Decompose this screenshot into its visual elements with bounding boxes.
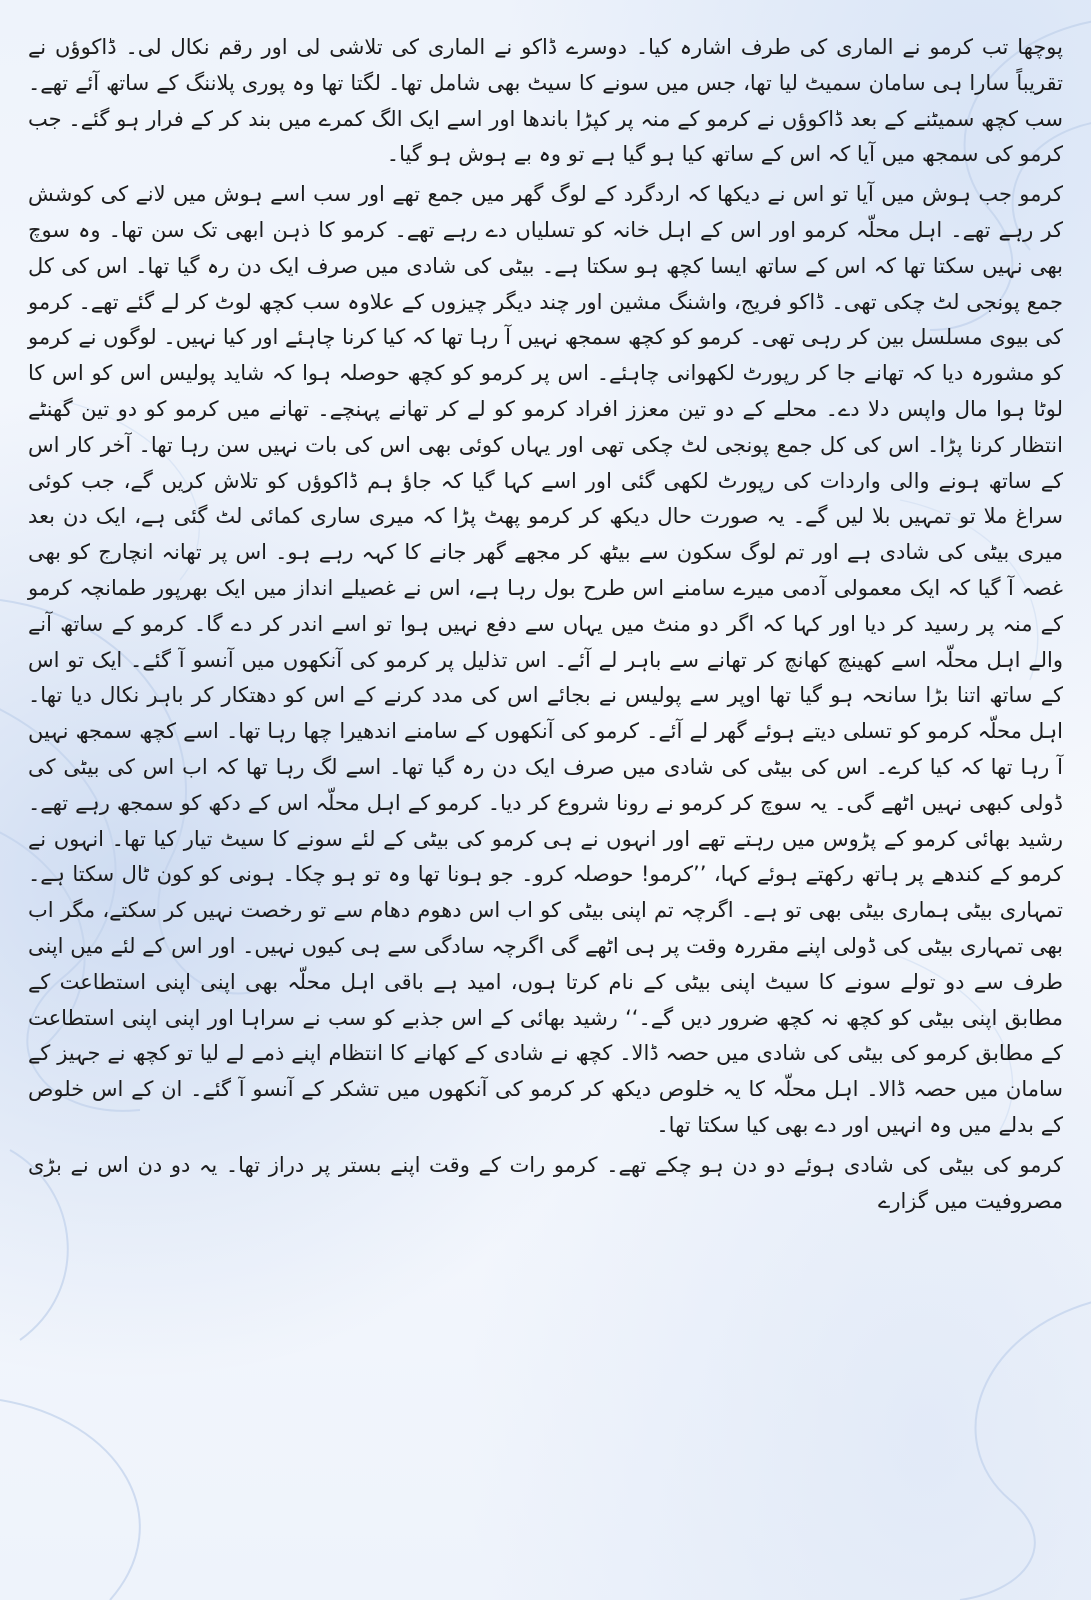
paragraph-1: پوچھا تب کرمو نے الماری کی طرف اشارہ کیا۔ دوسرے ڈاکو نے الماری کی تلاشی لی اور رقم نکال لی۔ ڈاکوؤں نے تقریباً سارا ہی سامان سمیٹ لیا تھا، جس میں سونے کا سیٹ بھی شامل تھا۔ لگتا تھا وہ پوری پلاننگ کے ساتھ آئے تھے۔ سب کچھ سمیٹنے کے بعد ڈاکوؤں نے کرمو کے منہ پر کپڑا باندھا اور اسے ایک الگ کمرے میں بند کر کے فرار ہو گئے۔ جب کرمو کی سمجھ میں آیا کہ اس کے ساتھ کیا ہو گیا ہے تو وہ بے ہوش ہو گیا۔	[28, 35, 1063, 167]
paragraph-3: کرمو کی بیٹی کی شادی ہوئے دو دن ہو چکے تھے۔ کرمو رات کے وقت اپنے بستر پر دراز تھا۔ یہ دو دن اس نے بڑی مصروفیت میں گزارے	[28, 1152, 1063, 1213]
paragraph-2: کرمو جب ہوش میں آیا تو اس نے دیکھا کہ اردگرد کے لوگ گھر میں جمع تھے اور سب اسے ہوش میں لانے کی کوشش کر رہے تھے۔ اہل محلّہ کرمو اور اس کے اہل خانہ کو تسلیاں دے رہے تھے۔ کرمو کا ذہن ابھی تک سن تھا۔ وہ سوچ بھی نہیں سکتا تھا کہ اس کے ساتھ ایسا کچھ ہو سکتا ہے۔ بیٹی کی شادی میں صرف ایک دن رہ گیا تھا۔ اس کی کل جمع پونجی لٹ چکی تھی۔ ڈاکو فریج، واشنگ مشین اور چند دیگر چیزوں کے علاوہ سب کچھ لوٹ کر لے گئے تھے۔ کرمو کی بیوی مسلسل بین کر رہی تھی۔ کرمو کو کچھ سمجھ نہیں آ رہا تھا کہ کیا کرنا چاہئے اور کیا نہیں۔ لوگوں نے کرمو کو مشورہ دیا کہ تھانے جا کر رپورٹ لکھوانی چاہئے۔ اس پر کرمو کو کچھ حوصلہ ہوا کہ شاید پولیس اس کو اس کا لوٹا ہوا مال واپس دلا دے۔ محلے کے دو تین معزز افراد کرمو کو لے کر تھانے پہنچے۔ تھانے میں کرمو کو دو تین گھنٹے انتظار کرنا پڑا۔ اس کی کل جمع پونجی لٹ چکی تھی اور یہاں کوئی بھی اس کی بات نہیں سن رہا تھا۔ آخر کار اس کے ساتھ ہونے والی واردات کی رپورٹ لکھی گئی اور اسے کہا گیا کہ جاؤ ہم ڈاکوؤں کو تلاش کریں گے، جب کوئی سراغ ملا تو تمہیں بلا لیں گے۔ یہ صورت حال دیکھ کر کرمو پھٹ پڑا کہ میری ساری کمائی لٹ گئی ہے، ایک دن بعد میری بیٹی کی شادی ہے اور تم لوگ سکون سے بیٹھ کر مجھے گھر جانے کا کہہ رہے ہو۔ اس پر تھانہ انچارج کو بھی غصہ آ گیا کہ ایک معمولی آدمی میرے سامنے اس طرح بول رہا ہے، اس نے غصیلے انداز میں ایک بھرپور طمانچہ کرمو کے منہ پر رسید کر دیا اور کہا کہ اگر دو منٹ میں یہاں سے دفع نہیں ہوا تو اسے اندر کر دے گا۔ کرمو کے ساتھ آنے والے اہل محلّہ اسے کھینچ کھانچ کر تھانے سے باہر لے آئے۔ اس تذلیل پر کرمو کی آنکھوں میں آنسو آ گئے۔ ایک تو اس کے ساتھ اتنا بڑا سانحہ ہو گیا تھا اوپر سے پولیس نے بجائے اس کی مدد کرنے کے اس کو دھتکار کر باہر نکال دیا تھا۔ اہل محلّہ کرمو کو تسلی دیتے ہوئے گھر لے آئے۔ کرمو کی آنکھوں کے سامنے اندھیرا چھا رہا تھا۔ اسے کچھ سمجھ نہیں آ رہا تھا کہ کیا کرے۔ اس کی بیٹی کی شادی میں صرف ایک دن رہ گیا تھا۔ اسے لگ رہا تھا کہ اب اس کی بیٹی کی ڈولی کبھی نہیں اٹھے گی۔ یہ سوچ کر کرمو نے رونا شروع کر دیا۔ کرمو کے اہل محلّہ اس کے دکھ کو سمجھ رہے تھے۔ رشید بھائی کرمو کے پڑوس میں رہتے تھے اور انہوں نے ہی کرمو کی بیٹی کے لئے سونے کا سیٹ تیار کیا تھا۔ انہوں نے کرمو کے کندھے پر ہاتھ رکھتے ہوئے کہا، ’’کرمو! حوصلہ کرو۔ جو ہونا تھا وہ تو ہو چکا۔ ہونی کو کون ٹال سکتا ہے۔ تمہاری بیٹی ہماری بیٹی بھی تو ہے۔ اگرچہ تم اپنی بیٹی کو اب اس دھوم دھام سے تو رخصت نہیں کر سکتے، مگر اب بھی تمہاری بیٹی کی ڈولی اپنے مقررہ وقت پر ہی اٹھے گی اگرچہ سادگی سے ہی کیوں نہیں۔ اور اس کے لئے میں اپنی طرف سے دو تولے سونے کا سیٹ اپنی بیٹی کے نام کرتا ہوں، امید ہے باقی اہل محلّہ بھی اپنی اپنی استطاعت کے مطابق اپنی بیٹی کو کچھ نہ کچھ ضرور دیں گے۔‘‘ رشید بھائی کے اس جذبے کو سب نے سراہا اور اپنی اپنی استطاعت کے مطابق کرمو کی بیٹی کی شادی میں حصہ ڈالا۔ کچھ نے شادی کے کھانے کا انتظام اپنے ذمے لے لیا تو کچھ نے جہیز کے سامان میں حصہ ڈالا۔ اہل محلّہ کا یہ خلوص دیکھ کر کرمو کی آنکھوں میں تشکر کے آنسو آ گئے۔ ان کے اس خلوص کے بدلے میں وہ انہیں اور دے بھی کیا سکتا تھا۔	[28, 182, 1063, 1137]
article-body	[28, 30, 1063, 1590]
